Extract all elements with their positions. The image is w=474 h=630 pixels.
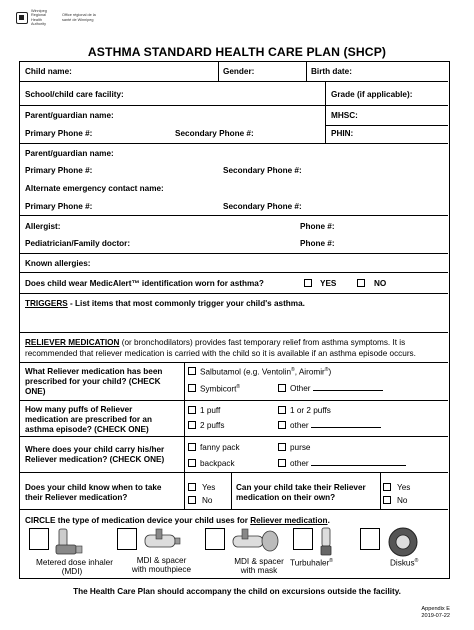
q4-line-b: their Reliever medication? — [25, 493, 128, 502]
divider — [306, 62, 307, 81]
mdi-inhaler-icon — [55, 527, 89, 557]
diskus-label: Diskus — [390, 558, 415, 568]
one-puff-label: 1 puff — [200, 406, 221, 415]
spacer-mouthpiece-checkbox[interactable] — [117, 528, 137, 550]
wrha-logo — [16, 9, 98, 27]
spacer-mouthpiece-label-b: with mouthpiece — [131, 565, 192, 574]
q1-line-c: ONE) — [25, 387, 46, 396]
q5-no-checkbox[interactable] — [383, 496, 391, 504]
divider — [325, 125, 448, 126]
circle-text-c: . — [327, 516, 330, 525]
q2-line-a: How many puffs of Reliever — [25, 405, 133, 414]
purse-label: purse — [290, 443, 311, 452]
fanny-pack-checkbox[interactable] — [188, 443, 196, 451]
school-row — [20, 82, 448, 106]
divider — [184, 437, 185, 472]
divider — [184, 473, 185, 509]
reg-mark: ® — [329, 558, 333, 564]
q4-yes-label: Yes — [202, 483, 216, 492]
symbicort-label: Symbicort — [200, 384, 237, 394]
pediatrician-phone-label: Phone #: — [300, 239, 335, 248]
q3-line-a: Where does your child carry his/her — [25, 445, 165, 454]
medicalert-yes-checkbox[interactable] — [304, 279, 312, 287]
alt-primary-label: Primary Phone #: — [25, 202, 93, 211]
reliever-q4-q5 — [20, 473, 448, 510]
form-frame — [19, 61, 450, 579]
q5-line-b: medication on their own? — [236, 493, 336, 502]
two-puffs-checkbox[interactable] — [188, 421, 196, 429]
spacer-mask-icon — [230, 528, 280, 556]
medicalert-no-label: NO — [374, 279, 387, 288]
backpack-label: backpack — [200, 459, 235, 468]
other-carry-label: other — [290, 459, 309, 468]
q4-no-label: No — [202, 496, 213, 505]
other-carry-checkbox[interactable] — [278, 459, 286, 467]
guardian2-secondary-label: Secondary Phone #: — [223, 166, 302, 175]
divider — [184, 363, 185, 400]
other-puffs-label: other — [290, 421, 309, 430]
triggers-text: - List items that most commonly trigger your child's asthma. — [67, 299, 305, 308]
child-name-label: Child name: — [25, 67, 72, 76]
other-med-blank[interactable] — [313, 390, 383, 391]
symbicort-checkbox[interactable] — [188, 384, 196, 392]
school-facility-label: School/child care facility: — [25, 90, 124, 99]
fanny-pack-label: fanny pack — [200, 443, 240, 452]
birth-date-label: Birth date: — [311, 67, 352, 76]
medicalert-yes-label: YES — [320, 279, 337, 288]
guardian1-block — [20, 106, 448, 144]
reg-mark: ® — [236, 384, 241, 390]
allergies-row — [20, 254, 448, 273]
reg-mark: ® — [414, 558, 419, 564]
reliever-q2 — [20, 401, 448, 437]
backpack-checkbox[interactable] — [188, 459, 196, 467]
purse-checkbox[interactable] — [278, 443, 286, 451]
circle-text-b: Reliever medication — [250, 516, 328, 525]
alt-secondary-label: Secondary Phone #: — [223, 202, 302, 211]
reliever-intro — [20, 333, 448, 363]
guardian2-name-label: Parent/guardian name: — [25, 149, 114, 158]
medicalert-question: Does child wear MedicAlert™ identification worn for asthma? — [25, 279, 264, 288]
guardian1-secondary-label: Secondary Phone #: — [175, 129, 254, 138]
other-puffs-checkbox[interactable] — [278, 421, 286, 429]
allergist-label: Allergist: — [25, 222, 61, 231]
paren-close: ) — [328, 367, 332, 377]
divider — [231, 473, 232, 509]
divider — [380, 473, 381, 509]
circle-text-a: CIRCLE the type of medication device your child uses for — [25, 516, 251, 525]
spacer-mask-checkbox[interactable] — [205, 528, 225, 550]
q1-line-b: prescribed for your child? (CHECK — [25, 377, 161, 386]
divider — [325, 82, 326, 105]
other-puffs-blank[interactable] — [311, 427, 381, 428]
other-carry-blank[interactable] — [311, 465, 406, 466]
two-puffs-label: 2 puffs — [200, 421, 225, 430]
other-med-checkbox[interactable] — [278, 384, 286, 392]
revision-date: 2019-07-22 — [421, 613, 450, 619]
other-med-label: Other — [290, 384, 311, 393]
q5-yes-checkbox[interactable] — [383, 483, 391, 491]
q1-line-a: What Reliever medication has been — [25, 367, 163, 376]
divider — [184, 401, 185, 436]
reg-mark: ® — [324, 367, 329, 373]
guardian2-primary-label: Primary Phone #: — [25, 166, 93, 175]
guardian1-name-label: Parent/guardian name: — [25, 111, 114, 120]
triggers-heading: TRIGGERS — [25, 299, 68, 308]
mdi-label-b: (MDI) — [61, 567, 83, 576]
triggers-block — [20, 294, 448, 333]
footer-note: The Health Care Plan should accompany the child on excursions outside the facility. — [73, 587, 401, 596]
salbutamol-label: Salbutamol (e.g. Ventolin — [200, 367, 292, 377]
guardian2-block — [20, 144, 448, 216]
turbuhaler-checkbox[interactable] — [293, 528, 313, 550]
logo-mark-icon — [16, 12, 28, 24]
q5-line-a: Can your child take their Reliever — [236, 483, 366, 492]
q2-line-c: asthma episode? (CHECK ONE) — [25, 425, 149, 434]
q3-line-b: Reliever medication? (CHECK ONE) — [25, 455, 165, 464]
diskus-icon — [386, 526, 420, 558]
spacer-mask-label-a: MDI & spacer — [234, 557, 284, 566]
q5-yes-label: Yes — [397, 483, 411, 492]
salbutamol-checkbox[interactable] — [188, 367, 196, 375]
q2-line-b: medication are prescribed for an — [25, 415, 152, 424]
reliever-intro-a: (or bronchodilators) provides fast temporary relief from asthma symptoms. It is — [119, 338, 406, 347]
reg-mark: ® — [291, 367, 295, 373]
mdi-label-a: Metered dose inhaler — [36, 558, 113, 567]
appendix-block — [421, 606, 450, 620]
medicalert-no-checkbox[interactable] — [357, 279, 365, 287]
divider — [218, 62, 219, 81]
alt-contact-label: Alternate emergency contact name: — [25, 184, 164, 193]
turbuhaler-label: Turbuhaler — [290, 558, 330, 568]
phin-label: PHIN: — [331, 129, 354, 138]
one-or-two-label: 1 or 2 puffs — [290, 406, 331, 415]
spacer-mouthpiece-icon — [142, 527, 182, 555]
q5-no-label: No — [397, 496, 408, 505]
known-allergies-label: Known allergies: — [25, 259, 91, 268]
child-row — [20, 62, 448, 82]
medicalert-row — [20, 273, 448, 294]
page-title: ASTHMA STANDARD HEALTH CARE PLAN (SHCP) — [87, 45, 387, 59]
doctors-block — [20, 216, 448, 254]
logo-text-en: Winnipeg Regional Health Authority — [31, 9, 47, 27]
devices-block — [20, 510, 448, 578]
reliever-heading: RELIEVER MEDICATION — [25, 338, 120, 347]
reliever-intro-b: recommended that reliever medication is carried with the child so it is available if an asthma episode occurs. — [25, 349, 416, 358]
q4-no-checkbox[interactable] — [188, 496, 196, 504]
gender-label: Gender: — [223, 67, 255, 76]
appendix-label: Appendix E — [421, 606, 450, 612]
logo-text-fr: Office régional de la santé de Winnipeg — [62, 13, 96, 22]
guardian1-primary-label: Primary Phone #: — [25, 129, 93, 138]
grade-label: Grade (if applicable): — [331, 90, 413, 99]
q4-line-a: Does your child know when to take — [25, 483, 162, 492]
turbuhaler-icon — [318, 526, 334, 558]
reliever-q3 — [20, 437, 448, 473]
spacer-mask-label-b: with mask — [240, 566, 278, 575]
one-or-two-checkbox[interactable] — [278, 406, 286, 414]
allergist-phone-label: Phone #: — [300, 222, 335, 231]
mdi-checkbox[interactable] — [29, 528, 49, 550]
mhsc-label: MHSC: — [331, 111, 358, 120]
reliever-q1 — [20, 363, 448, 401]
spacer-mouthpiece-label-a: MDI & spacer — [136, 556, 187, 565]
diskus-checkbox[interactable] — [360, 528, 380, 550]
pediatrician-label: Pediatrician/Family doctor: — [25, 239, 131, 248]
airomir-label: , Airomir — [294, 367, 325, 377]
q4-yes-checkbox[interactable] — [188, 483, 196, 491]
one-puff-checkbox[interactable] — [188, 406, 196, 414]
